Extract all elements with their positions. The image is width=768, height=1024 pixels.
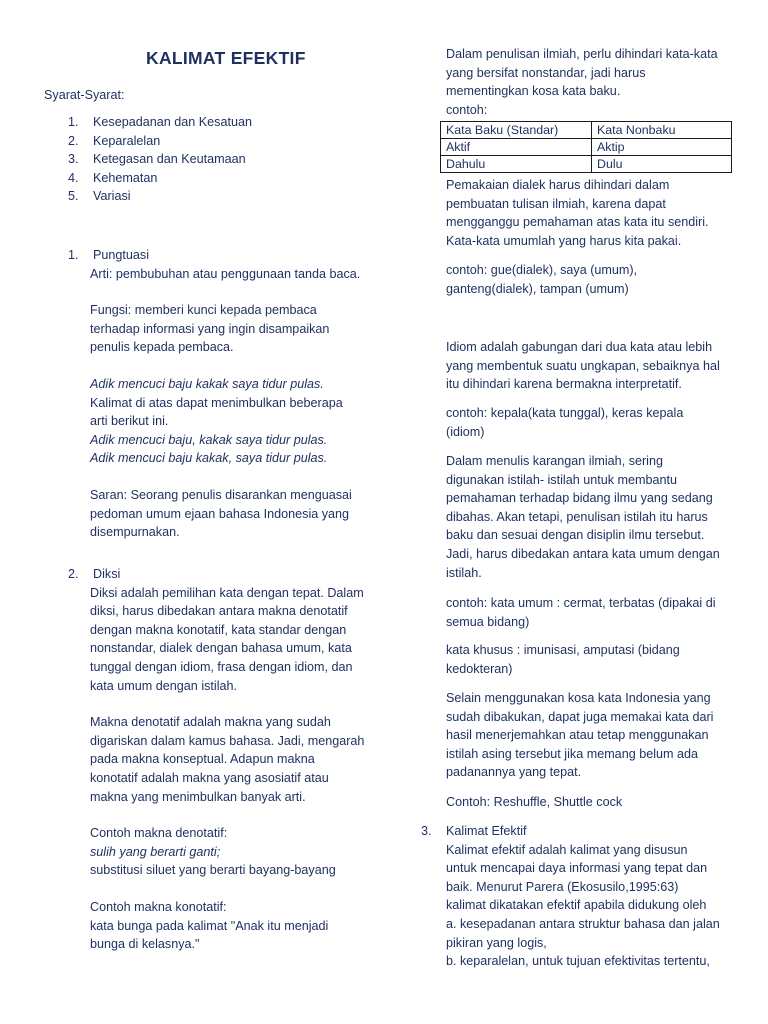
diksi-line: dengan makna konotatif, kata standar dengan — [90, 622, 347, 637]
kata-baku-table — [440, 121, 732, 173]
selain-line: hasil menerjemahkan atau tetap menggunakan — [446, 728, 709, 743]
contoh-label: contoh: — [446, 102, 488, 117]
contoh-asing: Contoh: Reshuffle, Shuttle cock — [446, 795, 623, 809]
saran-1: Saran: Seorang penulis disarankan menguasai — [90, 487, 352, 502]
section-diksi — [68, 565, 388, 954]
example-sentence: Adik mencuci baju, kakak saya tidur pulas. — [90, 432, 328, 447]
denotatif-example: sulih yang berarti ganti; — [90, 844, 221, 859]
makna-line: digariskan dalam kamus bahasa. Jadi, mengarah — [90, 733, 365, 748]
syarat-heading: Syarat-Syarat: — [44, 88, 125, 102]
istilah-line: Jadi, harus dibedakan antara kata umum dengan — [446, 546, 720, 561]
umum-example-line: contoh: kata umum : cermat, terbatas (dipakai di — [446, 596, 716, 610]
kalimat-line: pikiran yang logis, — [446, 935, 547, 950]
kata-khusus-example — [446, 641, 746, 678]
page-title: KALIMAT EFEKTIF — [146, 48, 306, 68]
idiom-line: yang membentuk suatu ungkapan, sebaiknya hal — [446, 358, 720, 373]
table-row — [441, 139, 732, 156]
kalimat-line: kalimat dikatakan efektif apabila didukung oleh — [446, 898, 707, 913]
table-header: Kata Nonbaku — [592, 122, 732, 139]
selain-line: Selain menggunakan kosa kata Indonesia yang — [446, 691, 711, 705]
table-cell: Aktip — [592, 139, 732, 156]
istilah-line: baku dan sesuai dengan disiplin ilmu tersebut. — [446, 528, 705, 543]
idiom-example-line: contoh: kepala(kata tunggal), keras kepala — [446, 406, 684, 420]
idiom-example — [446, 404, 746, 441]
selain-paragraph — [446, 689, 746, 782]
pungtuasi-fungsi-1: Fungsi: memberi kunci kepada pembaca — [90, 303, 317, 318]
list-item: 1. Kesepadanan dan Kesatuan — [68, 115, 252, 129]
istilah-line: pemahaman terhadap bidang ilmu yang sedang — [446, 491, 713, 506]
section-heading: Kalimat Efektif — [446, 824, 527, 838]
syarat-list — [68, 113, 368, 206]
kalimat-line: baik. Menurut Parera (Ekosusilo,1995:63) — [446, 879, 679, 894]
list-item: 5. Variasi — [68, 189, 131, 204]
kalimat-line: b. keparalelan, untuk tujuan efektivitas tertentu, — [446, 954, 710, 969]
dialek-line: pembuatan tulisan ilmiah, karena dapat — [446, 196, 666, 211]
table-cell: Dahulu — [441, 156, 592, 173]
kalimat-line: a. kesepadanan antara struktur bahasa dan jalan — [446, 916, 720, 931]
konotatif-heading: Contoh makna konotatif: — [90, 899, 227, 914]
istilah-line: Dalam menulis karangan ilmiah, sering — [446, 454, 663, 468]
makna-line: konotatif adalah makna yang asosiatif atau — [90, 770, 329, 785]
pungtuasi-fungsi-3: penulis kepada pembaca. — [90, 340, 234, 355]
dialek-example — [446, 261, 746, 298]
denotatif-heading: Contoh makna denotatif: — [90, 826, 228, 841]
table-cell: Dulu — [592, 156, 732, 173]
table-header: Kata Baku (Standar) — [441, 122, 592, 139]
khusus-example-line: kata khusus : imunisasi, amputasi (bidang — [446, 643, 680, 657]
list-item: 3. Ketegasan dan Keutamaan — [68, 152, 246, 167]
idiom-paragraph — [446, 338, 746, 394]
intro-line: mementingkan kosa kata baku. — [446, 84, 621, 99]
dialek-paragraph — [446, 176, 746, 250]
list-item: 4. Kehematan — [68, 170, 158, 185]
idiom-line: Idiom adalah gabungan dari dua kata atau lebih — [446, 340, 713, 354]
section-pungtuasi — [68, 246, 388, 542]
dialek-line: Kata-kata umumlah yang harus kita pakai. — [446, 233, 682, 248]
intro-line: Dalam penulisan ilmiah, perlu dihindari kata-kata — [446, 47, 718, 61]
umum-example-line: semua bidang) — [446, 614, 530, 629]
selain-line: istilah asing tersebut jika memang belum ada — [446, 746, 699, 761]
pungtuasi-fungsi-2: terhadap informasi yang ingin disampaikan — [90, 321, 330, 336]
diksi-line: Diksi adalah pemilihan kata dengan tepat. Dalam — [90, 585, 364, 600]
list-item: 2. Keparalelan — [68, 133, 161, 148]
table-row — [441, 156, 732, 173]
table-cell: Aktif — [441, 139, 592, 156]
selain-line: padanannya yang tepat. — [446, 765, 582, 780]
istilah-paragraph — [446, 452, 746, 582]
istilah-line: istilah. — [446, 565, 482, 580]
pungtuasi-arti: Arti: pembubuhan atau penggunaan tanda baca. — [90, 266, 361, 281]
istilah-line: digunakan istilah- istilah untuk membantu — [446, 472, 678, 487]
example-note-1: Kalimat di atas dapat menimbulkan beberapa — [90, 395, 343, 410]
table-header-row — [441, 122, 732, 139]
selain-line: sudah dibakukan, dapat juga memakai kata dari — [446, 709, 714, 724]
section-heading: Pungtuasi — [93, 248, 150, 262]
diksi-line: diksi, harus dibedakan antara makna denotatif — [90, 604, 348, 619]
section-kalimat-efektif — [421, 822, 741, 971]
example-sentence: Adik mencuci baju kakak, saya tidur pulas. — [90, 451, 328, 466]
kata-umum-example — [446, 594, 746, 631]
dialek-example-line: ganteng(dialek), tampan (umum) — [446, 281, 629, 296]
diksi-line: nonstandar, dialek dengan bahasa umum, kata — [90, 641, 352, 656]
idiom-line: itu dihindari karena bermakna interpretatif. — [446, 377, 682, 392]
kalimat-line: untuk mencapai daya informasi yang tepat dan — [446, 861, 708, 876]
section-number: 1. — [68, 248, 79, 262]
dialek-example-line: contoh: gue(dialek), saya (umum), — [446, 263, 638, 277]
diksi-line: tunggal dengan idiom, frasa dengan idiom, dan — [90, 659, 353, 674]
example-note-2: arti berikut ini. — [90, 414, 169, 429]
dialek-line: Pemakaian dialek harus dihindari dalam — [446, 178, 670, 192]
diksi-line: kata umum dengan istilah. — [90, 678, 238, 693]
makna-line: pada makna konseptual. Adapun makna — [90, 752, 315, 767]
dialek-line: mengganggu pemahaman atas kata itu sendiri. — [446, 215, 709, 230]
saran-3: disempurnakan. — [90, 525, 180, 540]
konotatif-example: kata bunga pada kalimat "Anak itu menjadi — [90, 918, 329, 933]
makna-line: makna yang menimbulkan banyak arti. — [90, 789, 306, 804]
section-heading: Diksi — [93, 567, 121, 581]
section-number: 2. — [68, 567, 79, 581]
intro-line: yang bersifat nonstandar, jadi harus — [446, 65, 646, 80]
denotatif-example: substitusi siluet yang berarti bayang-bayang — [90, 863, 336, 878]
section-number: 3. — [421, 824, 432, 838]
saran-2: pedoman umum ejaan bahasa Indonesia yang — [90, 506, 350, 521]
makna-line: Makna denotatif adalah makna yang sudah — [90, 715, 331, 730]
khusus-example-line: kedokteran) — [446, 661, 513, 676]
example-sentence: Adik mencuci baju kakak saya tidur pulas. — [90, 376, 324, 391]
konotatif-example: bunga di kelasnya." — [90, 937, 200, 952]
istilah-line: dibahas. Akan tetapi, penulisan istilah itu harus — [446, 509, 708, 524]
idiom-example-line: (idiom) — [446, 424, 485, 439]
right-intro — [446, 45, 746, 119]
kalimat-line: Kalimat efektif adalah kalimat yang disusun — [446, 842, 688, 857]
